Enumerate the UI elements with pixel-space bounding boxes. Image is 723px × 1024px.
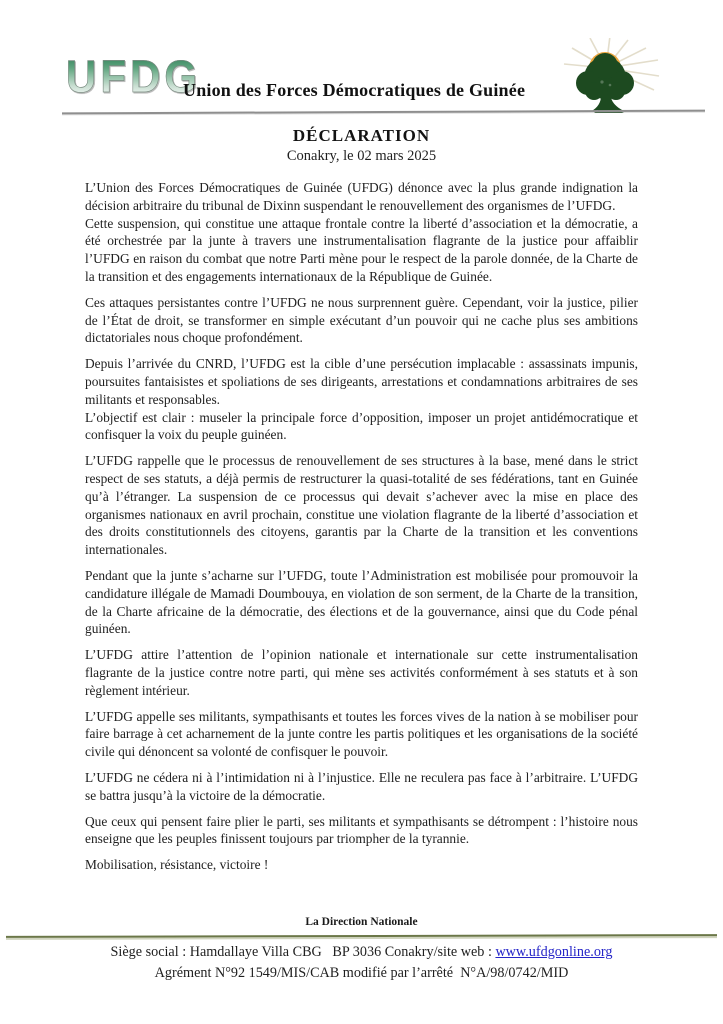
paragraph-denonciation: L’Union des Forces Démocratiques de Guinée (UFDG) dénonce avec la plus grande indignation la décision arbitraire du tribunal de Dixinn suspendant le renouvellement des organismes de l’UFDG. <box>85 180 638 213</box>
ufdg-logo: UFDG <box>66 51 201 102</box>
paragraph-mobilisation: Mobilisation, résistance, victoire ! <box>85 857 269 873</box>
footer-address-line <box>0 944 723 961</box>
paragraph-objectif: L’objectif est clair : museler la principale force d’opposition, imposer un projet antidémocratique et confisquer la voix du peuple guinéen. <box>85 409 638 443</box>
paragraph-appel: L’UFDG appelle ses militants, sympathisants et toutes les forces vives de la nation à se mobiliser pour faire barrage à cet acharnement de la junte contre les partis politiques et les organisations de la société civile qui dénoncent sa volonté de confisquer le pouvoir. <box>85 708 638 760</box>
footer-agrement-line: Agrément N°92 1549/MIS/CAB modifié par l’arrêté N°A/98/0742/MID <box>154 965 569 981</box>
dateline: Conakry, le 02 mars 2025 <box>286 148 437 164</box>
paragraph-suspension: Cette suspension, qui constitue une attaque frontale contre la liberté d’association et la démocratie, a été orchestrée par la junte à travers une instrumentalisation flagrante de la justice pour affaiblir l’UFDG en raison du combat que notre Parti mène pour le respect de la parole donnée, de la Charte de la transition et des engagements internationaux de la République de Guinée. <box>85 215 638 284</box>
document-body <box>85 179 638 874</box>
paragraph-persecution: Depuis l’arrivée du CNRD, l’UFDG est la cible d’une persécution implacable : assassinats impunis, poursuites fantaisistes et spoliations de ses dirigeants, arrestations et condamnations arbitraires de ses militants et responsables. <box>85 356 638 407</box>
paragraph-processus: L’UFDG rappelle que le processus de renouvellement de ses structures à la base, mené dans le strict respect de ses statuts, a déjà permis de restructurer la quasi-totalité de ses fédérations, tant en Guinée qu’à l’étranger. La suspension de ce processus qui devait s’achever avec la mise en place des organismes nationaux en avril prochain, constitue une violation flagrante de la liberté d’association et des droits constitutionnels des citoyens, garantis par la Charte de la transition et les conventions internationales. <box>85 453 638 558</box>
footer-divider <box>6 934 717 938</box>
paragraph-intimidation: L’UFDG ne cédera ni à l’intimidation ni à l’injustice. Elle ne reculera pas face à l’arbitraire. L’UFDG se battra jusqu’à la victoire de la démocratie. <box>85 769 638 803</box>
document-title: DÉCLARATION <box>292 126 431 145</box>
tree-sun-logo-icon <box>560 38 660 114</box>
paragraph-histoire: Que ceux qui pensent faire plier le parti, ses militants et sympathisants se détrompent : l’histoire nous enseigne que les peuples finissent toujours par triompher de la tyrannie. <box>85 813 638 847</box>
paragraph-attaques: Ces attaques persistantes contre l’UFDG ne nous surprennent guère. Cependant, voir la justice, pilier de l’État de droit, se transformer en simple exécutant d’un pouvoir qui ne cache plus ses ambitions dictatoriales nous choque profondément. <box>85 294 638 346</box>
website-link[interactable]: www.ufdgonline.org <box>495 944 613 960</box>
org-name: Union des Forces Démocratiques de Guinée <box>183 80 526 100</box>
paragraph-opinion: L’UFDG attire l’attention de l’opinion nationale et internationale sur cette instrumentalisation flagrante de la justice contre notre parti, qui mène ses activités conformément à ses statuts et à son règlement intérieur. <box>85 647 638 698</box>
signature: La Direction Nationale <box>305 916 418 928</box>
footer-address-text: Siège social : Hamdallaye Villa CBG BP 3036 Conakry/site web : <box>110 944 496 960</box>
paragraph-candidature: Pendant que la junte s’acharne sur l’UFDG, toute l’Administration est mobilisée pour promouvoir la candidature illégale de Mamadi Doumbouya, en violation de son serment, de la Charte de la transition, de la Charte africaine de la démocratie, des élections et de la gouvernance, ainsi que du Code pénal guinéen. <box>85 567 638 637</box>
